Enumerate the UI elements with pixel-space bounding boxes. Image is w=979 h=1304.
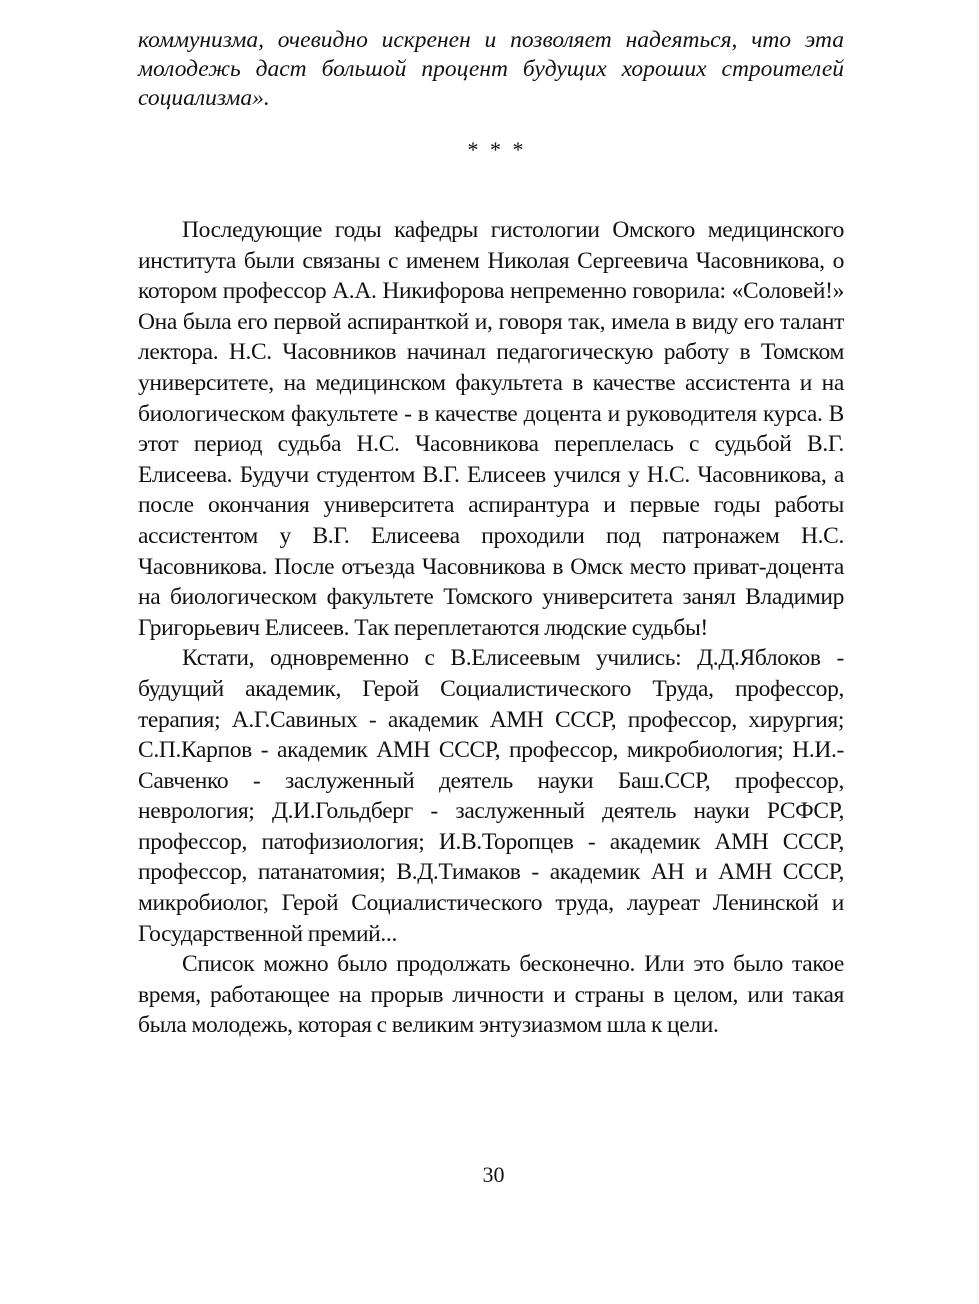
paragraph-1: Последующие годы кафедры гистологии Омского медицинского института были связаны с именем Николая Сергеевича Часовникова, о котором профессор А.А. Никифорова непременно говорила: «Соловей!» Она была его первой аспиранткой и, говоря так, имела в виду его талант лектора. Н.С. Часовников начинал педагогическую работу в Томском университете, на медицинском факультета в качестве ассистента и на биологическом факультете - в качестве доцента и руководителя курса. В этот период судьба Н.С. Часовникова переплелась с судьбой В.Г. Елисеева. Будучи студентом В.Г. Елисеев учился у Н.С. Часовникова, а после окончания университета аспирантура и первые годы работы ассистентом у В.Г. Елисеева проходили под патронажем Н.С. Часовникова. После отъезда Часовникова в Омск место приват-доцента на биологическом факультете Томского университета занял Владимир Григорьевич Елисеев. Так переплетаются людские судьбы! xyxy=(138,217,844,641)
body-text xyxy=(138,215,844,1041)
page-content xyxy=(138,26,844,1041)
quote-text: коммунизма, очевидно искренен и позволяет надеяться, что эта молодежь даст большой процент будущих хороших строителей социализма». xyxy=(138,27,844,111)
paragraph-3: Список можно было продолжать бесконечно. Или это было такое время, работающее на прорыв личности и страны в целом, или такая была молодежь, которая с великим энтузиазмом шла к цели. xyxy=(138,951,844,1039)
paragraph-2: Кстати, одновременно с В.Елисеевым учились: Д.Д.Яблоков - будущий академик, Герой Социалистического Труда, профессор, терапия; А.Г.Савиных - академик АМН СССР, профессор, хирургия; С.П.Карпов - академик АМН СССР, профессор, микробиология; Н.И.-Савченко - заслуженный деятель науки Баш.ССР, профессор, неврология; Д.И.Гольдберг - заслуженный деятель науки РСФСР, профессор, патофизиология; И.В.Торопцев - академик АМН СССР, профессор, патанатомия; В.Д.Тимаков - академик АН и АМН СССР, микробиолог, Герой Социалистического труда, лауреат Ленинской и Государственной премий... xyxy=(138,645,844,947)
section-separator: * * * xyxy=(467,137,527,162)
page-number: 30 xyxy=(482,1162,505,1187)
